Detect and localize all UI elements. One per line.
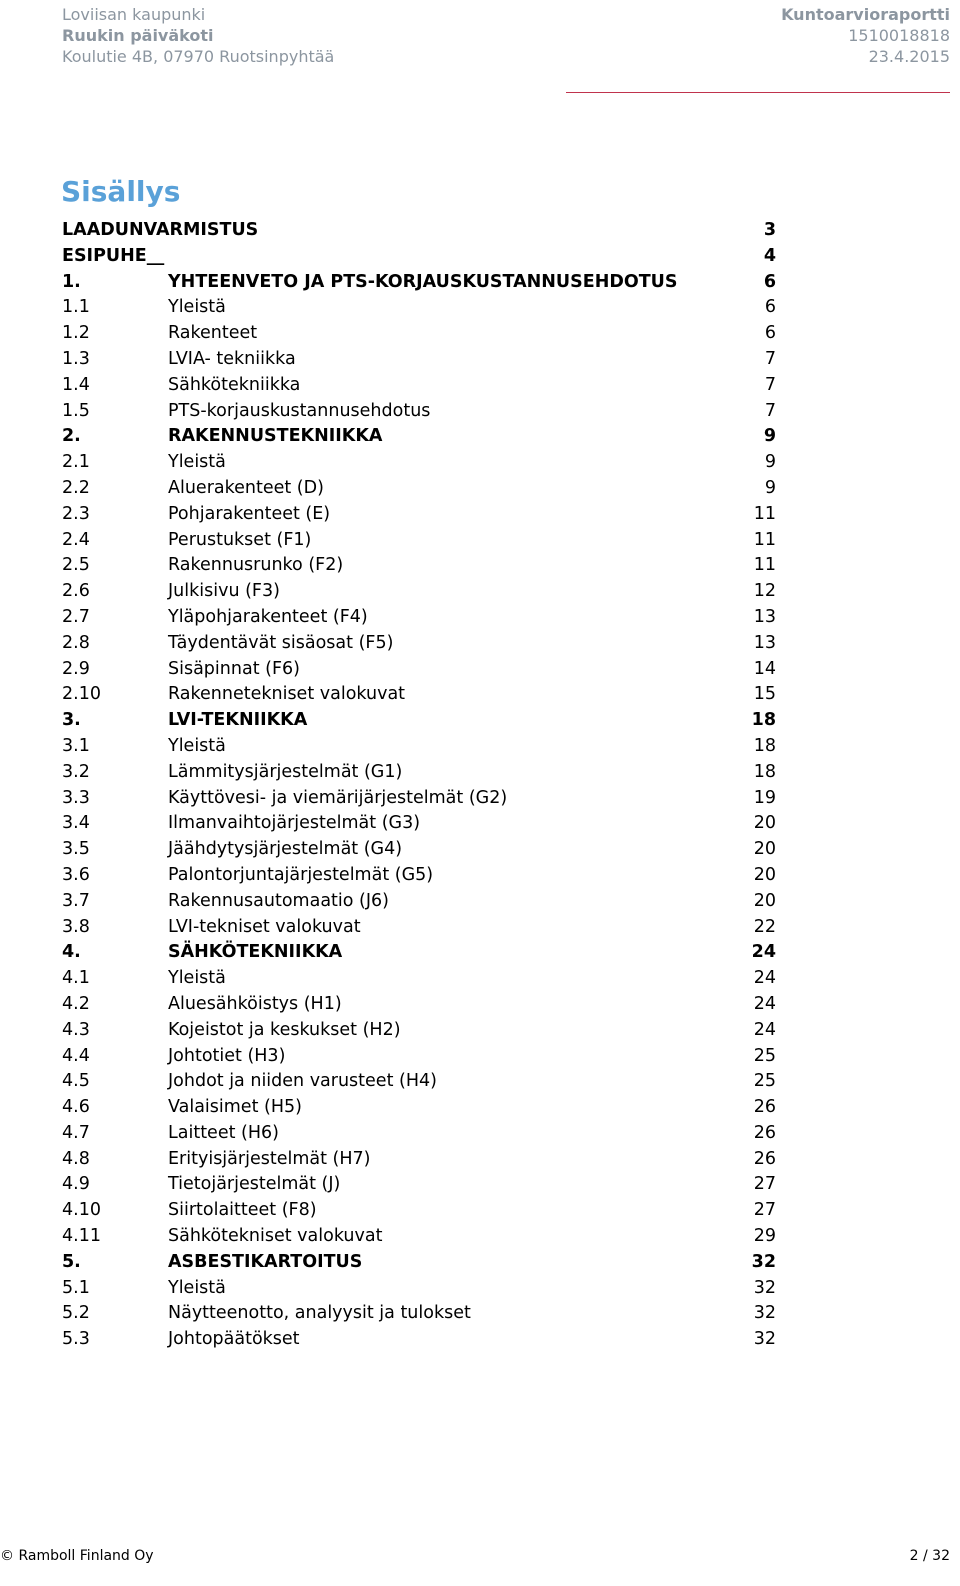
toc-entry-page: 9 — [764, 477, 776, 498]
header-site-name: Ruukin päiväkoti — [62, 26, 214, 45]
toc-entry-label: Erityisjärjestelmät (H7) — [168, 1148, 371, 1169]
toc-entry-page: 9 — [763, 426, 776, 447]
toc-entry[interactable] — [62, 1301, 782, 1327]
toc-entry-number: 2.7 — [62, 606, 90, 627]
toc-entry-page: 9 — [764, 452, 776, 473]
toc-entry[interactable] — [62, 682, 782, 708]
toc-entry-label: Rakenteet — [168, 323, 258, 344]
toc-entry[interactable] — [62, 631, 782, 657]
toc-entry-label: Sähkötekniikka — [168, 374, 301, 395]
toc-entry-page: 32 — [751, 1251, 776, 1272]
toc-entry[interactable] — [62, 966, 782, 992]
toc-entry-number: 3.5 — [62, 839, 90, 860]
toc-entry-label: Jäähdytysjärjestelmät (G4) — [168, 839, 403, 860]
toc-entry-number: 3.6 — [62, 864, 90, 885]
toc-entry-page: 15 — [753, 684, 776, 705]
toc-entry-label: Perustukset (F1) — [168, 529, 312, 550]
toc-entry-label: Rakennusrunko (F2) — [168, 555, 344, 576]
toc-entry[interactable] — [62, 476, 782, 502]
toc-entry-label: Yleistä — [168, 968, 226, 989]
toc-entry-label: Sähkötekniset valokuvat — [168, 1226, 383, 1247]
toc-entry-page: 24 — [753, 993, 776, 1014]
page-header — [62, 4, 950, 67]
toc-entry-label: Johdot ja niiden varusteet (H4) — [168, 1071, 437, 1092]
toc-entry-number: 4.8 — [62, 1148, 90, 1169]
toc-entry-page: 7 — [764, 348, 776, 369]
toc-entry[interactable] — [62, 760, 782, 786]
toc-entry[interactable] — [62, 373, 782, 399]
toc-entry[interactable] — [62, 863, 782, 889]
toc-entry-page: 11 — [753, 555, 776, 576]
toc-entry-number: 4.3 — [62, 1019, 90, 1040]
toc-entry-number: 2.10 — [62, 684, 101, 705]
toc-entry-page: 29 — [753, 1226, 776, 1247]
toc-entry[interactable] — [62, 657, 782, 683]
toc-entry-number: 1. — [62, 271, 81, 292]
toc-entry[interactable] — [62, 837, 782, 863]
toc-entry-page: 18 — [753, 735, 776, 756]
toc-entry-number: 4.4 — [62, 1045, 90, 1066]
toc-entry-label: LVI-tekniset valokuvat — [168, 916, 361, 937]
toc-entry-number: 2.8 — [62, 632, 90, 653]
toc-entry-page: 24 — [753, 968, 776, 989]
toc-entry-label: Käyttövesi- ja viemärijärjestelmät (G2) — [168, 787, 508, 808]
toc-entry-number: 1.4 — [62, 374, 90, 395]
toc-entry-label: LVI-TEKNIIKKA — [168, 710, 308, 731]
toc-entry[interactable] — [62, 1198, 782, 1224]
toc-entry-label: PTS-korjauskustannusehdotus — [168, 400, 431, 421]
toc-entry-number: 3.3 — [62, 787, 90, 808]
toc-entry-label: Yleistä — [168, 452, 226, 473]
toc-entry-page: 19 — [753, 787, 776, 808]
toc-entry-number: 5.3 — [62, 1329, 90, 1350]
toc-entry-page: 6 — [764, 297, 776, 318]
toc-entry[interactable] — [62, 424, 782, 450]
toc-entry-number: 4.10 — [62, 1200, 101, 1221]
toc-entry-page: 27 — [753, 1174, 776, 1195]
toc-entry[interactable] — [62, 1069, 782, 1095]
table-of-contents — [62, 218, 782, 1353]
toc-entry-number: 2.9 — [62, 658, 90, 679]
toc-entry-page: 20 — [753, 864, 776, 885]
toc-entry[interactable] — [62, 1327, 782, 1353]
toc-entry[interactable] — [62, 889, 782, 915]
toc-entry-label: Rakennusautomaatio (J6) — [168, 890, 389, 911]
toc-entry[interactable] — [62, 1224, 782, 1250]
toc-entry-page: 24 — [753, 1019, 776, 1040]
toc-entry-number: 4.7 — [62, 1122, 90, 1143]
toc-entry[interactable] — [62, 1172, 782, 1198]
toc-entry[interactable] — [62, 321, 782, 347]
toc-entry[interactable] — [62, 270, 782, 296]
toc-entry[interactable] — [62, 708, 782, 734]
toc-entry[interactable] — [62, 450, 782, 476]
toc-entry-page: 27 — [753, 1200, 776, 1221]
toc-entry-page: 6 — [764, 323, 776, 344]
toc-entry-number: 2.2 — [62, 477, 90, 498]
toc-entry-page: 3 — [763, 220, 776, 240]
toc-entry-number: 3. — [62, 710, 81, 731]
toc-entry-page: 26 — [753, 1122, 776, 1143]
toc-entry-number: 4.6 — [62, 1097, 90, 1118]
toc-entry-label: LAADUNVARMISTUS — [62, 220, 259, 240]
header-project-number: 1510018818 — [848, 26, 950, 45]
toc-entry-label: Julkisivu (F3) — [168, 581, 280, 602]
toc-entry-page: 14 — [753, 658, 776, 679]
toc-entry-number: 5.1 — [62, 1277, 90, 1298]
toc-entry-label: Pohjarakenteet (E) — [168, 503, 331, 524]
toc-entry-page: 26 — [753, 1097, 776, 1118]
toc-entry-label: Näytteenotto, analyysit ja tulokset — [168, 1303, 471, 1324]
page-title: Sisällys — [61, 175, 181, 208]
toc-entry[interactable] — [62, 734, 782, 760]
toc-entry-number: 4.2 — [62, 993, 90, 1014]
toc-entry-page: 20 — [753, 839, 776, 860]
toc-entry-page: 24 — [751, 942, 776, 963]
toc-entry[interactable] — [62, 1095, 782, 1121]
toc-entry-number: 4.9 — [62, 1174, 90, 1195]
toc-entry-page: 11 — [753, 529, 776, 550]
toc-entry-page: 13 — [753, 632, 776, 653]
toc-entry-label: Rakennetekniset valokuvat — [168, 684, 406, 705]
toc-entry-number: 3.4 — [62, 813, 90, 834]
toc-entry-page: 13 — [753, 606, 776, 627]
toc-entry[interactable] — [62, 399, 782, 425]
toc-entry[interactable] — [62, 244, 782, 270]
toc-entry-page: 25 — [753, 1071, 776, 1092]
header-report-type: Kuntoarvioraportti — [781, 5, 950, 24]
toc-entry-number: 3.7 — [62, 890, 90, 911]
toc-entry-number: 1.2 — [62, 323, 90, 344]
toc-entry-label: Johtotiet (H3) — [168, 1045, 286, 1066]
toc-entry-page: 7 — [764, 374, 776, 395]
toc-entry-page: 32 — [753, 1277, 776, 1298]
toc-entry-label: Tietojärjestelmät (J) — [168, 1174, 341, 1195]
toc-entry-number: 5.2 — [62, 1303, 90, 1324]
toc-entry-number: 1.5 — [62, 400, 90, 421]
header-city: Loviisan kaupunki — [62, 5, 206, 24]
toc-entry[interactable] — [62, 915, 782, 941]
toc-entry[interactable] — [62, 811, 782, 837]
toc-entry-label: YHTEENVETO JA PTS-KORJAUSKUSTANNUSEHDOTUS — [168, 271, 678, 292]
toc-entry-number: 4. — [62, 942, 81, 963]
header-rule — [566, 92, 950, 93]
toc-entry-number: 4.5 — [62, 1071, 90, 1092]
toc-entry-label: ESIPUHE__ — [62, 245, 165, 266]
toc-entry-number: 1.3 — [62, 348, 90, 369]
toc-entry-page: 6 — [763, 271, 776, 292]
toc-entry-label: Aluesähköistys (H1) — [168, 993, 342, 1014]
toc-entry-number: 2.4 — [62, 529, 90, 550]
toc-entry-number: 3.2 — [62, 761, 90, 782]
toc-entry-number: 2.3 — [62, 503, 90, 524]
toc-entry[interactable] — [62, 528, 782, 554]
toc-entry-page: 18 — [753, 761, 776, 782]
toc-entry-number: 5. — [62, 1251, 81, 1272]
footer-page-number: 2 / 32 — [909, 1548, 950, 1564]
toc-entry[interactable] — [62, 1121, 782, 1147]
toc-entry-number: 2.1 — [62, 452, 90, 473]
toc-entry[interactable] — [62, 1018, 782, 1044]
toc-entry-label: Sisäpinnat (F6) — [168, 658, 300, 679]
toc-entry-page: 25 — [753, 1045, 776, 1066]
toc-entry-page: 32 — [753, 1329, 776, 1350]
toc-entry-label: SÄHKÖTEKNIIKKA — [168, 942, 343, 963]
toc-entry-number: 4.1 — [62, 968, 90, 989]
toc-entry-page: 26 — [753, 1148, 776, 1169]
toc-entry-label: Kojeistot ja keskukset (H2) — [168, 1019, 401, 1040]
toc-entry-number: 3.8 — [62, 916, 90, 937]
toc-entry[interactable] — [62, 786, 782, 812]
toc-entry-number: 2. — [62, 426, 81, 447]
toc-entry-label: Siirtolaitteet (F8) — [168, 1200, 317, 1221]
toc-entry-label: Yleistä — [168, 735, 226, 756]
toc-entry-number: 1.1 — [62, 297, 90, 318]
toc-entry[interactable] — [62, 1147, 782, 1173]
toc-entry-page: 7 — [764, 400, 776, 421]
toc-entry-label: ASBESTIKARTOITUS — [168, 1251, 363, 1272]
toc-entry-page: 20 — [753, 813, 776, 834]
toc-entry[interactable] — [62, 1276, 782, 1302]
toc-entry-page: 20 — [753, 890, 776, 911]
toc-entry-label: Aluerakenteet (D) — [168, 477, 324, 498]
header-date: 23.4.2015 — [868, 47, 950, 66]
toc-entry-number: 2.5 — [62, 555, 90, 576]
toc-entry-page: 12 — [753, 581, 776, 602]
toc-entry[interactable] — [62, 553, 782, 579]
toc-entry[interactable] — [62, 605, 782, 631]
toc-entry[interactable] — [62, 295, 782, 321]
toc-entry[interactable] — [62, 579, 782, 605]
toc-entry-label: Laitteet (H6) — [168, 1122, 279, 1143]
toc-entry-label: Palontorjuntajärjestelmät (G5) — [168, 864, 434, 885]
toc-entry[interactable] — [62, 218, 782, 244]
toc-entry-label: Lämmitysjärjestelmät (G1) — [168, 761, 403, 782]
toc-entry-number: 3.1 — [62, 735, 90, 756]
toc-entry-number: 4.11 — [62, 1226, 101, 1247]
toc-entry-page: 11 — [753, 503, 776, 524]
toc-entry[interactable] — [62, 1044, 782, 1070]
toc-entry-page: 22 — [753, 916, 776, 937]
toc-entry-label: Ilmanvaihtojärjestelmät (G3) — [168, 813, 421, 834]
toc-entry-label: Yläpohjarakenteet (F4) — [168, 606, 368, 627]
toc-entry-number: 2.6 — [62, 581, 90, 602]
toc-entry-page: 18 — [751, 710, 776, 731]
toc-entry[interactable] — [62, 940, 782, 966]
toc-entry[interactable] — [62, 347, 782, 373]
toc-entry[interactable] — [62, 502, 782, 528]
toc-entry-page: 4 — [763, 245, 776, 266]
toc-entry-label: Yleistä — [168, 297, 226, 318]
header-address: Koulutie 4B, 07970 Ruotsinpyhtää — [62, 47, 335, 66]
footer-copyright: © Ramboll Finland Oy — [0, 1548, 154, 1564]
toc-entry-label: RAKENNUSTEKNIIKKA — [168, 426, 383, 447]
toc-entry-label: Yleistä — [168, 1277, 226, 1298]
toc-entry-label: Johtopäätökset — [168, 1329, 300, 1350]
toc-entry-label: Täydentävät sisäosat (F5) — [168, 632, 394, 653]
toc-entry[interactable] — [62, 992, 782, 1018]
toc-entry-label: LVIA- tekniikka — [168, 348, 296, 369]
toc-entry[interactable] — [62, 1250, 782, 1276]
toc-entry-label: Valaisimet (H5) — [168, 1097, 302, 1118]
toc-entry-page: 32 — [753, 1303, 776, 1324]
